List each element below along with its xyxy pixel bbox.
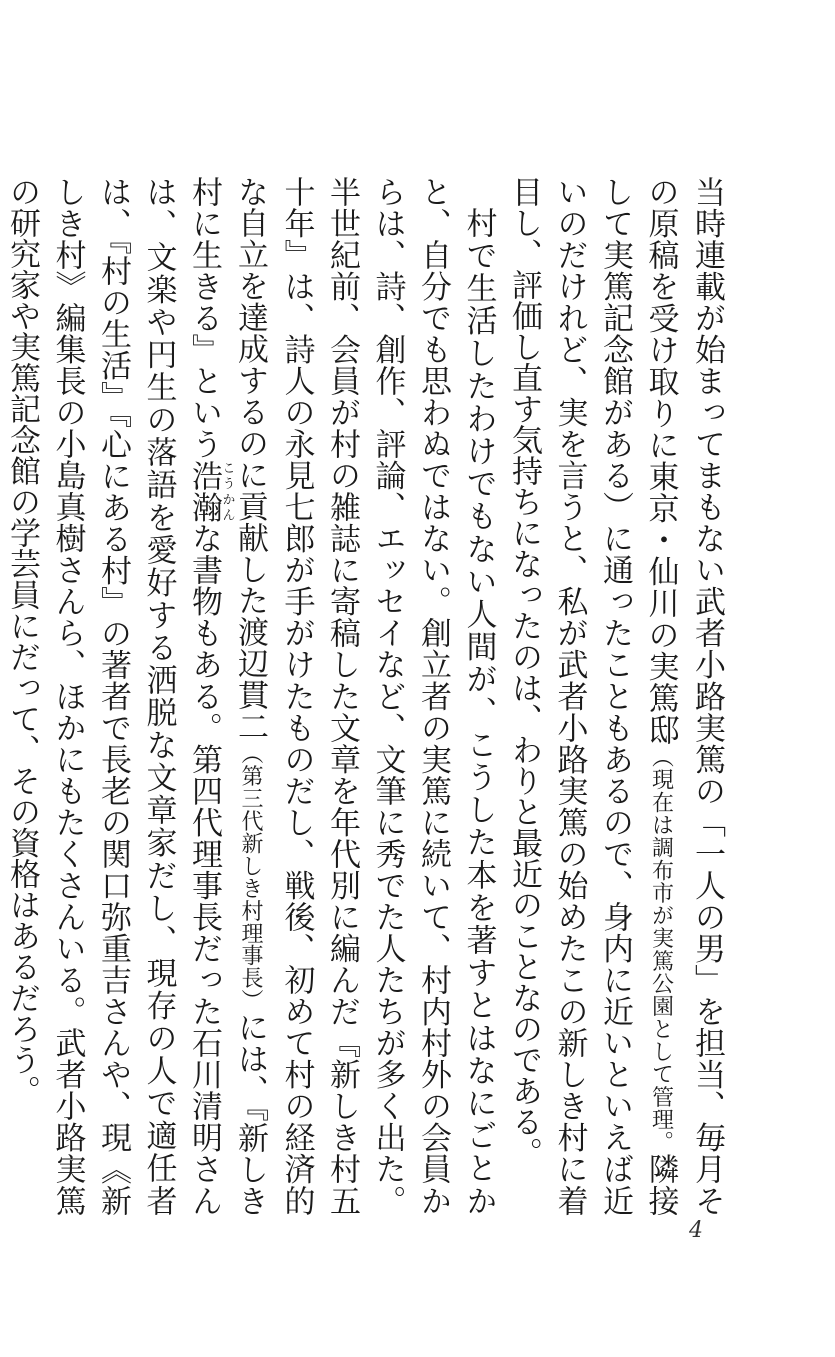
parenthetical-note: （第三代新しき村理事長） [238, 742, 263, 1012]
text-segment: 村で生活したわけでもない人間が、こうした本を著すとはなにごとかと、自分でも思わぬではない。創立者の実篤に続いて、村内村外の会員からは、詩、創作、評論、エッセイなど、文筆に秀でた人たちが多く出た。半世紀前、会員が村の雑誌に寄稿した文章を年代別に編んだ『新しき村五十年』は、詩人の永見七郎が手がけたものだし、戦後、初めて村の経済的な自立を達成するのに貢献した渡辺貫二 [232, 176, 497, 1216]
ruby-reading: こうかん [219, 459, 235, 523]
ruby-annotated-word [186, 459, 235, 523]
text-segment: には、『新しき村に生きる』という [186, 176, 268, 1217]
text-segment: 隣接して実篤記念館がある）に通ったこともあるので、身内に近いといえば近いのだけれど、実を言うと、私が武者小路実篤の始めたこの新しき村に着目し、評価し直す気持ちになったのは、わりと最近のことなのである。 [506, 176, 679, 1217]
page-number: 4 [689, 1218, 703, 1243]
text-segment: 当時連載が始まってまもない武者小路実篤の「一人の男」を担当、毎月その原稿を受け取りに東京・仙川の実篤邸 [642, 176, 725, 1216]
text-segment: な書物もある。第四代理事長だった石川清明さんは、文楽や円生の落語を愛好する洒脱な文章家だし、現存の人で適任者は、『村の生活』『心にある村』の著者で長老の関口弥重吉さんや、現《新しき村》編集長の小島真樹さんら、ほかにもたくさんいる。武者小路実篤の研究家や実篤記念館の学芸員にだって、その資格はあるだろう。 [4, 176, 222, 1216]
vertical-body-text [4, 176, 729, 1217]
paragraph [0, 176, 501, 1216]
paragraph [501, 176, 730, 1216]
ruby-base: 浩瀚 [186, 459, 222, 523]
parenthetical-note: （現在は調布市が実篤公園として管理。 [648, 745, 674, 1154]
